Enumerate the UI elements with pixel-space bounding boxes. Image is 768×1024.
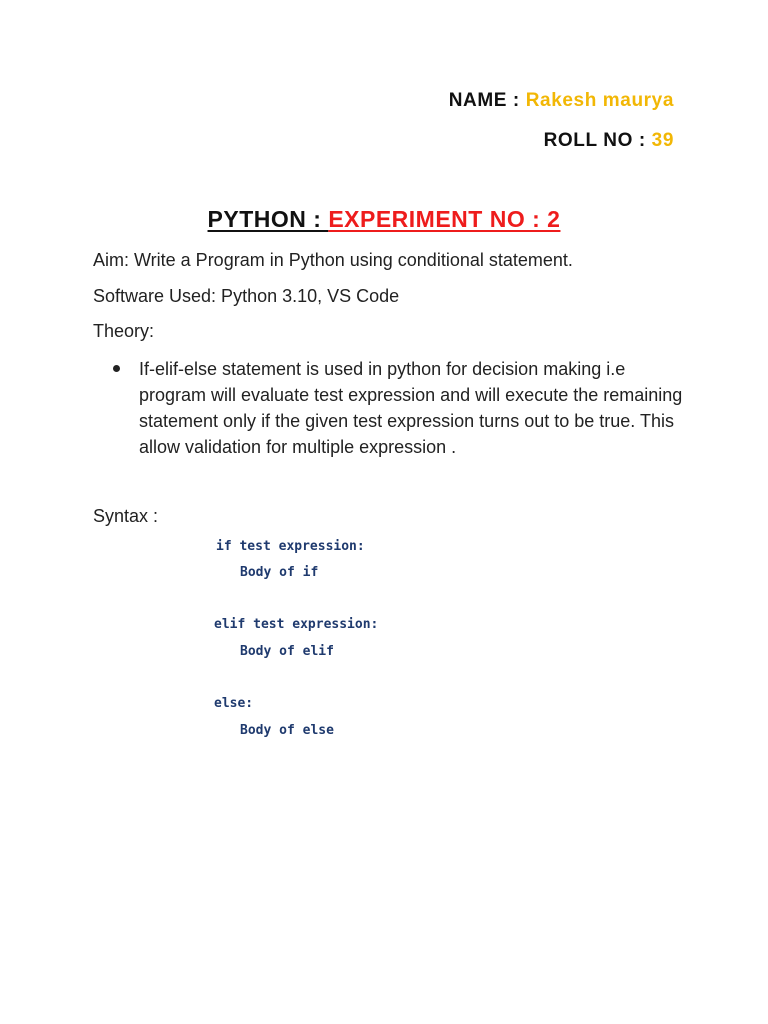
code-elif-line: elif test expression: (214, 617, 379, 632)
name-line (449, 90, 674, 112)
syntax-label: Syntax : (93, 506, 159, 526)
theory-label: Theory: (93, 321, 155, 341)
name-label: NAME : (448, 90, 526, 111)
code-else-body: Body of else (240, 723, 334, 738)
title-subject: PYTHON : (207, 206, 329, 232)
software-text: Software Used: Python 3.10, VS Code (93, 286, 400, 306)
page-title (0, 206, 768, 233)
code-elif-body: Body of elif (240, 644, 334, 659)
code-if-line: if test expression: (216, 539, 365, 554)
roll-label: ROLL NO : (543, 130, 652, 151)
theory-bullet-text: If-elif-else statement is used in python for decision making i.e program will evaluate test expression and will execute the remaining statement only if the given test expression turns out to be true. This allow validation for multiple expression . (139, 359, 683, 457)
title-experiment: EXPERIMENT NO : 2 (328, 206, 561, 232)
roll-line (544, 130, 674, 152)
name-value: Rakesh maurya (525, 90, 674, 111)
code-else-line: else: (214, 696, 254, 711)
aim-text: Aim: Write a Program in Python using conditional statement. (93, 250, 573, 270)
bullet-icon (113, 365, 120, 372)
roll-value: 39 (651, 130, 674, 151)
code-if-body: Body of if (240, 565, 319, 580)
